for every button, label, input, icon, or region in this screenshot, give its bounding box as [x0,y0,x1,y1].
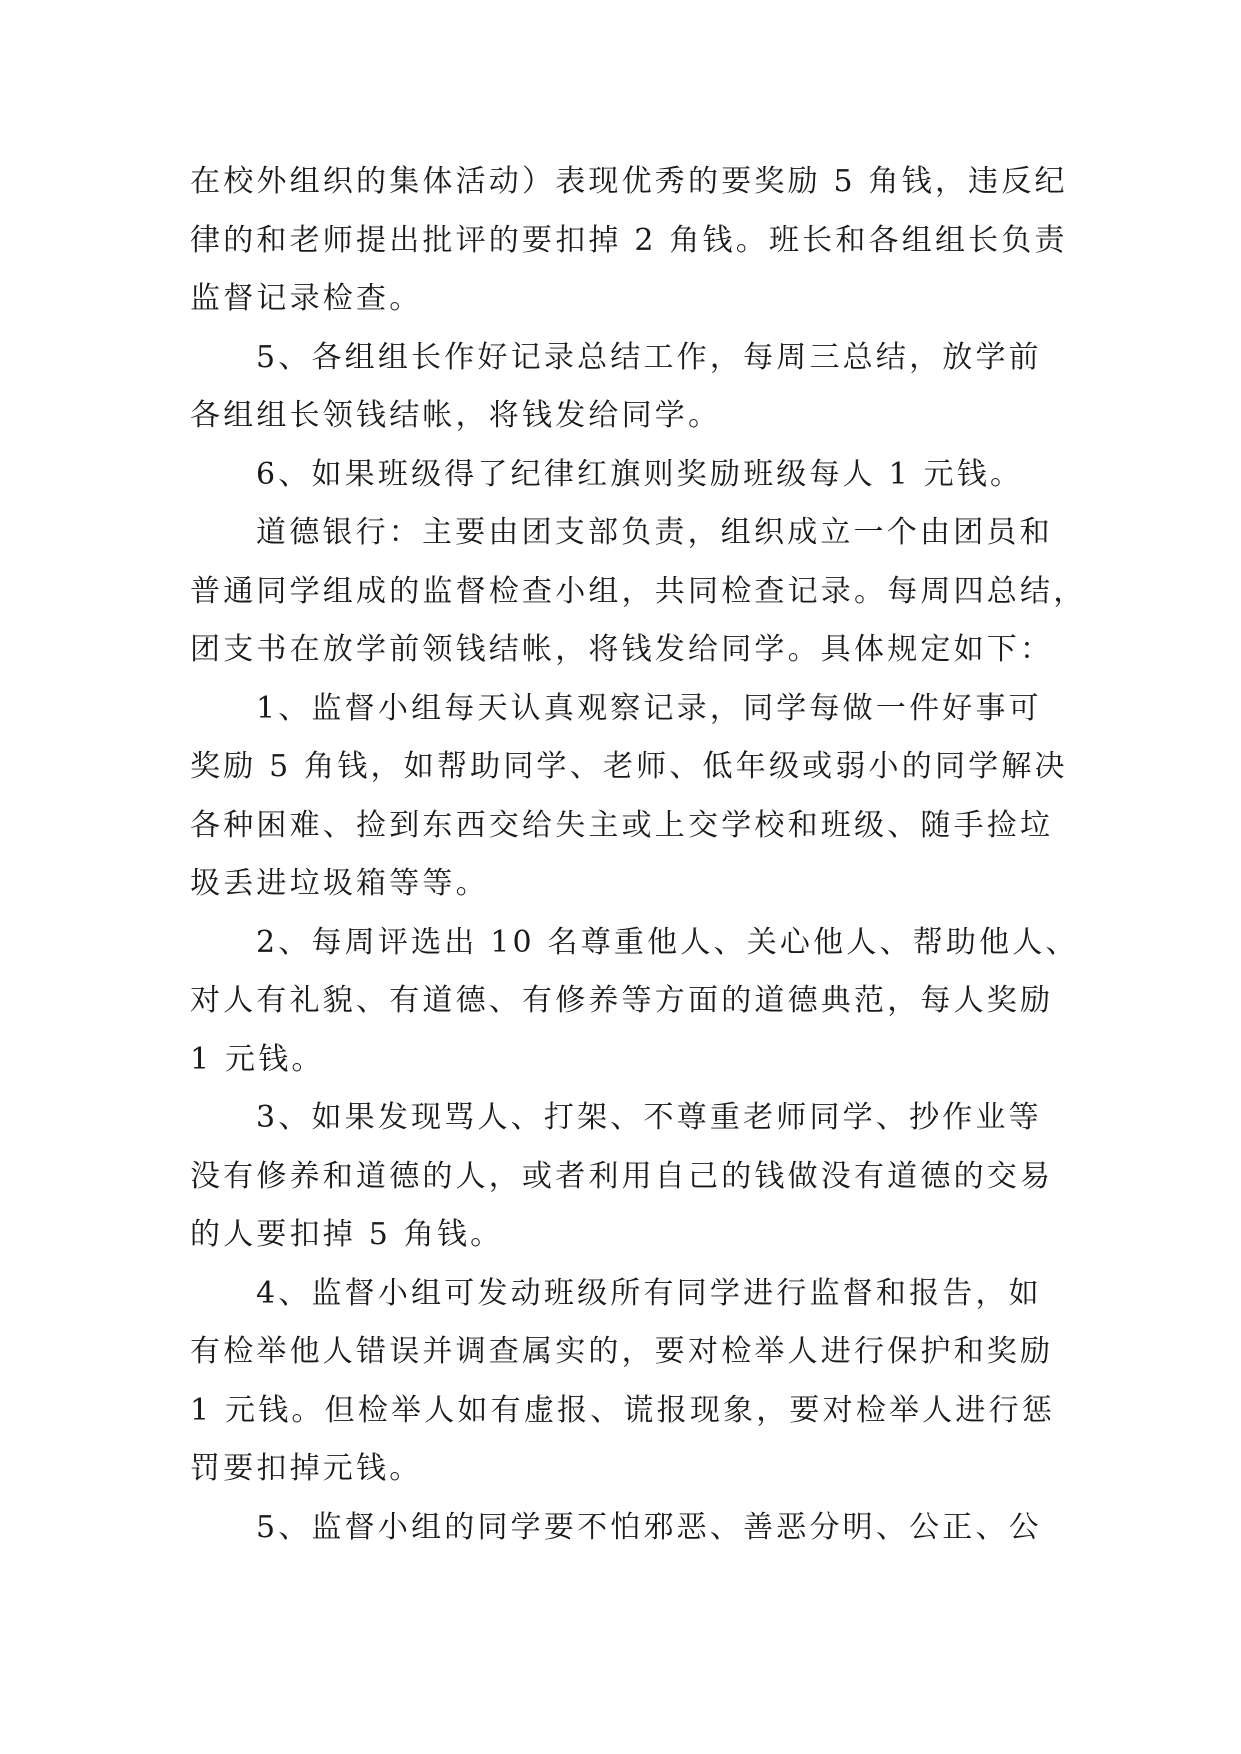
text-line: 6、如果班级得了纪律红旗则奖励班级每人 1 元钱。 [256,456,1024,492]
text-line: 对人有礼貌、有道德、有修养等方面的道德典范，每人奖励 [190,983,1054,1018]
text-line: 道德银行：主要由团支部负责，组织成立一个由团员和 [256,515,1053,550]
text-line: 的人要扣掉 5 角钱。 [190,1217,504,1252]
text-line: 罚要扣掉元钱。 [190,1451,423,1486]
text-line: 2、每周评选出 10 名尊重他人、关心他人、帮助他人、 [256,924,1079,960]
text-line: 在校外组织的集体活动）表现优秀的要奖励 5 角钱，违反纪 [190,164,1068,199]
text-line: 有检举他人错误并调查属实的，要对检举人进行保护和奖励 [190,1334,1054,1369]
text-line: 律的和老师提出批评的要扣掉 2 角钱。班长和各组组长负责 [190,222,1068,258]
text-line: 普通同学组成的监督检查小组，共同检查记录。每周四总结， [190,573,1087,609]
text-line: 各种困难、捡到东西交给失主或上交学校和班级、随手捡垃 [190,807,1054,843]
text-line: 4、监督小组可发动班级所有同学进行监督和报告，如 [256,1275,1042,1311]
text-line: 没有修养和道德的人，或者利用自己的钱做没有道德的交易 [190,1158,1054,1194]
document-body [190,153,1087,1557]
text-line: 5、监督小组的同学要不怕邪恶、善恶分明、公正、公 [256,1509,1042,1545]
text-line: 1 元钱。 [190,1041,325,1077]
text-line: 3、如果发现骂人、打架、不尊重老师同学、抄作业等 [256,1100,1042,1135]
text-line: 奖励 5 角钱，如帮助同学、老师、低年级或弱小的同学解决 [190,749,1068,784]
text-line: 5、各组组长作好记录总结工作，每周三总结，放学前 [256,339,1042,375]
text-line: 监督记录检查。 [190,281,423,316]
text-line: 团支书在放学前领钱结帐，将钱发给同学。具体规定如下： [190,632,1054,667]
text-line: 1 元钱。但检举人如有虚报、谎报现象，要对检举人进行惩 [190,1392,1056,1428]
text-line: 圾丢进垃圾箱等等。 [190,866,489,901]
text-line: 各组组长领钱结帐，将钱发给同学。 [190,398,722,433]
text-line: 1、监督小组每天认真观察记录，同学每做一件好事可 [256,690,1042,726]
